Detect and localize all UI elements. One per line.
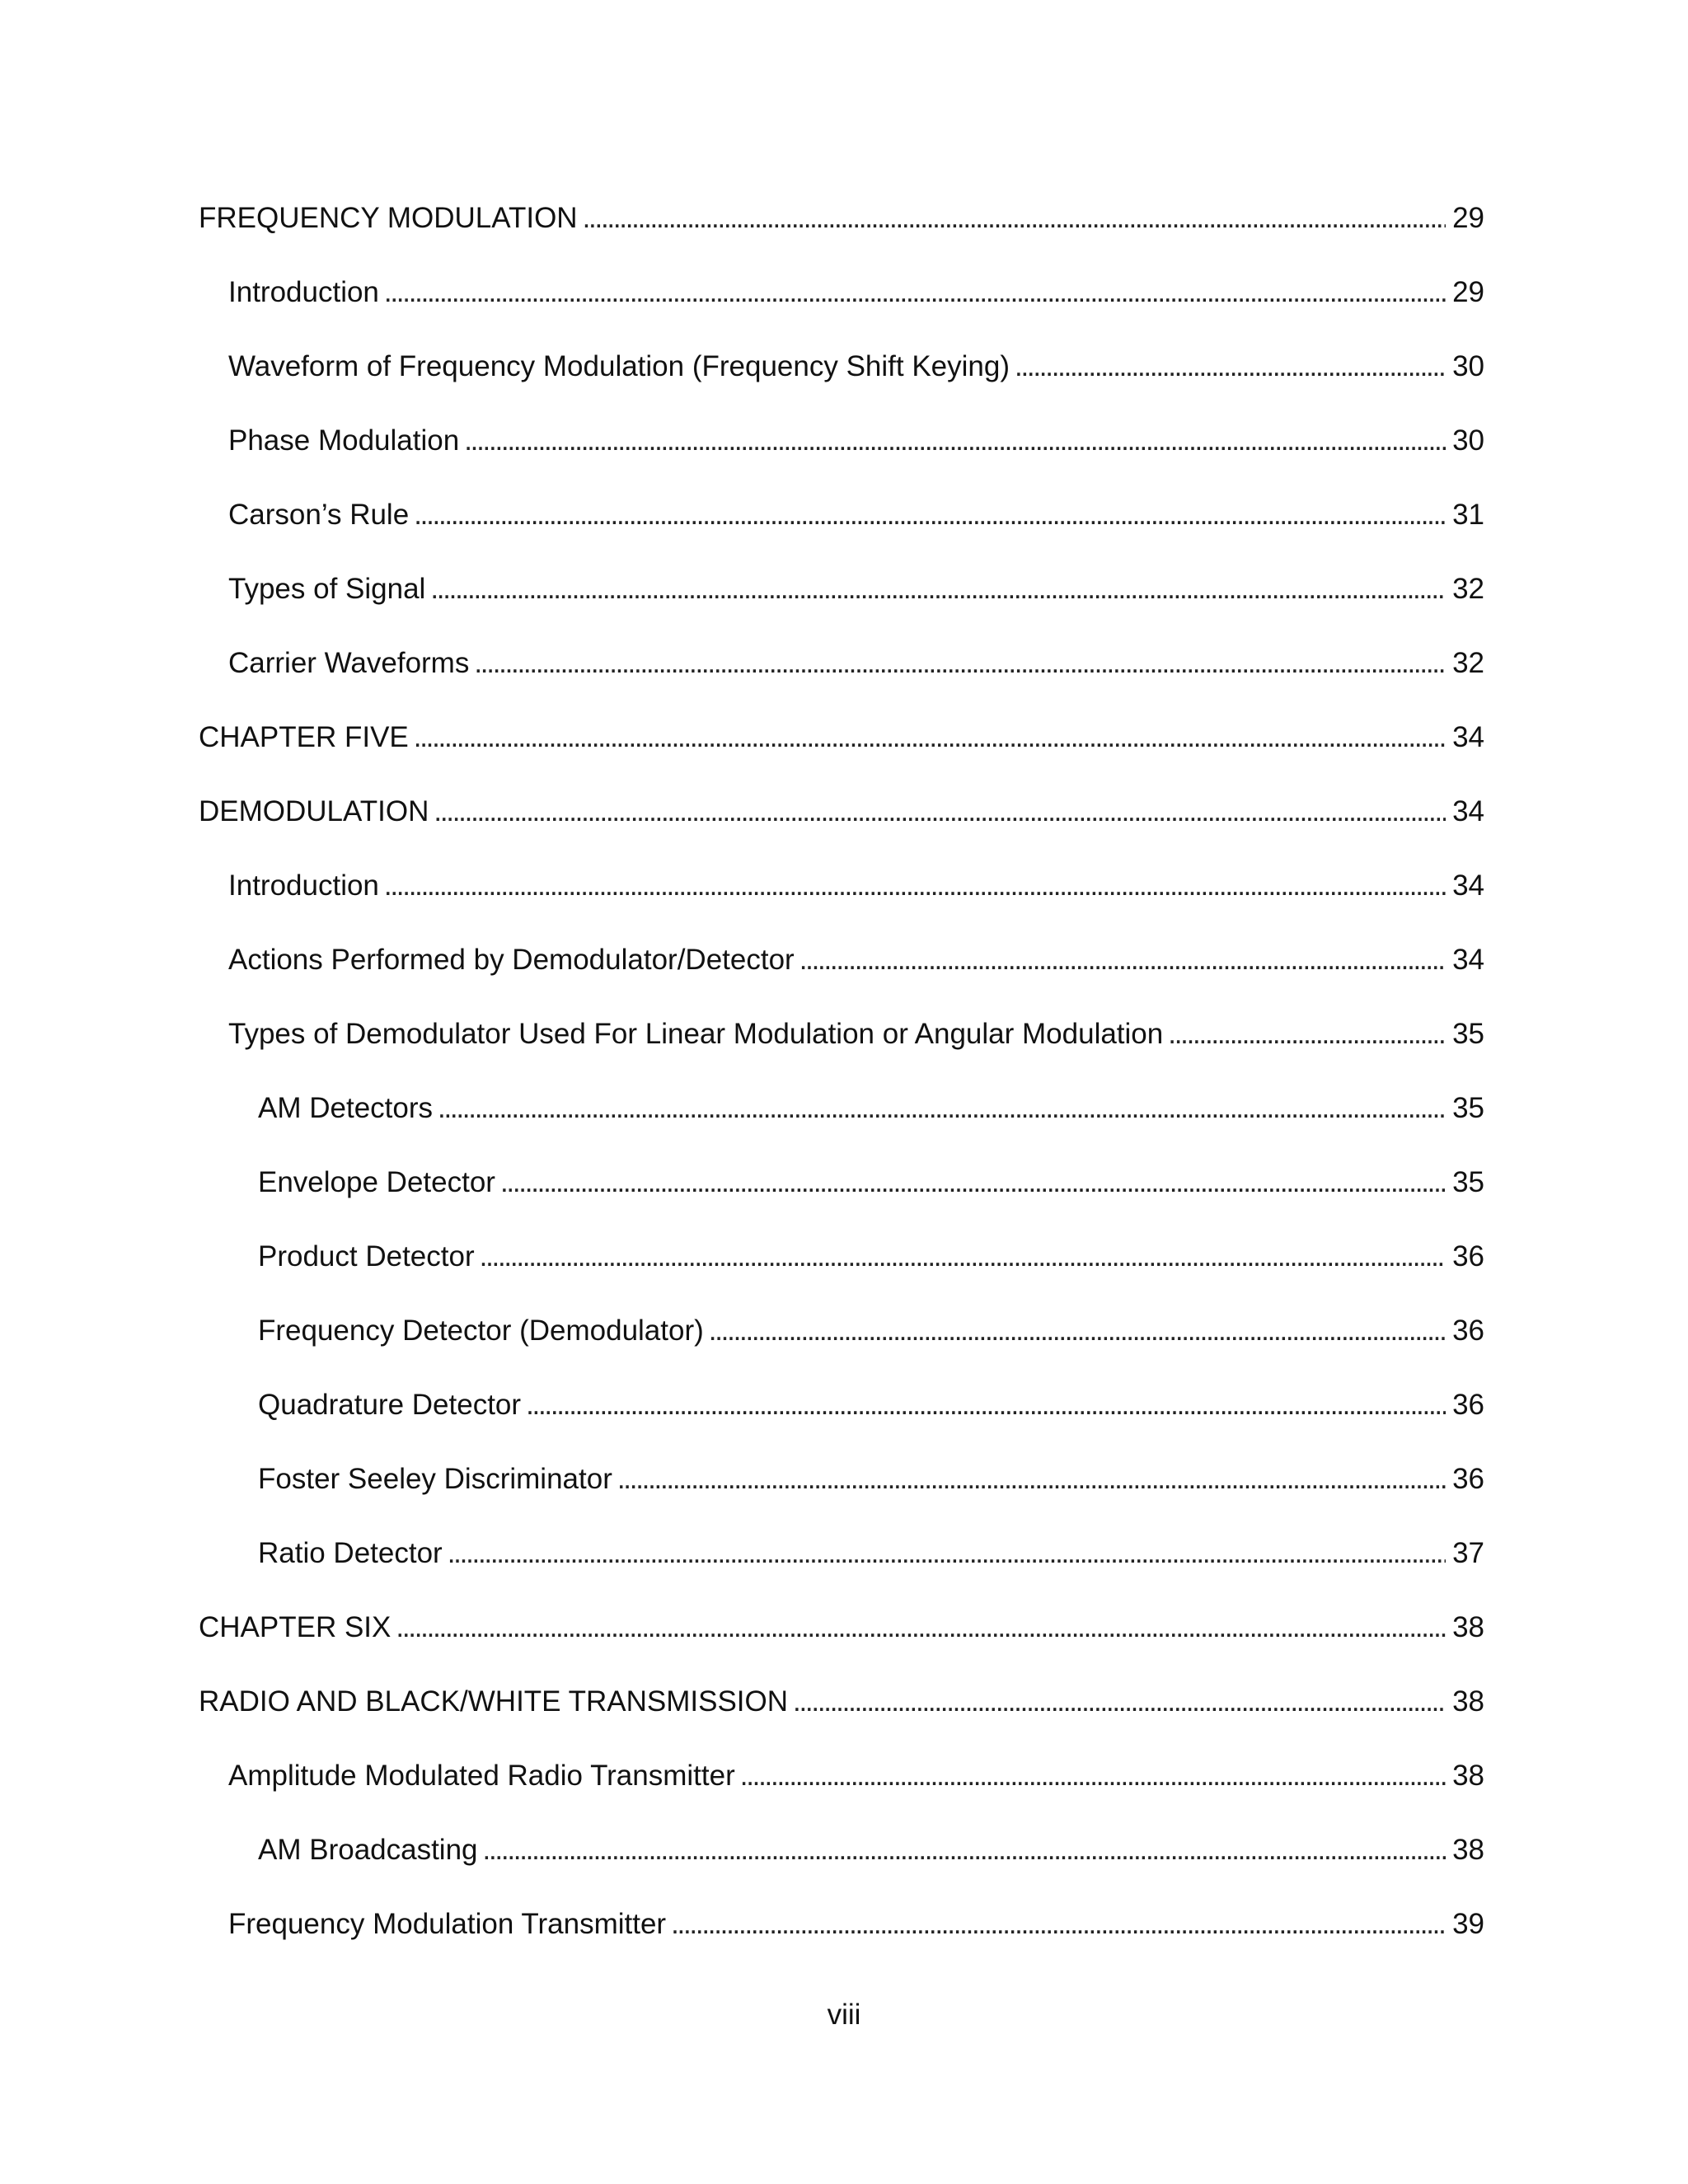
- toc-entry-title: Waveform of Frequency Modulation (Frequency Shift Keying): [228, 350, 1010, 382]
- toc-entry-page-number: 34: [1452, 944, 1484, 976]
- toc-entry[interactable]: [199, 1755, 1484, 1830]
- toc-entry-page-number: 35: [1452, 1018, 1484, 1050]
- dot-leader: [526, 1385, 1446, 1426]
- toc-entry-page-number: 35: [1452, 1166, 1484, 1198]
- toc-entry-page-number: 30: [1452, 424, 1484, 457]
- table-of-contents: [199, 198, 1484, 1978]
- toc-entry[interactable]: [199, 1607, 1484, 1681]
- toc-entry-page-number: 31: [1452, 499, 1484, 531]
- toc-entry-page-number: 32: [1452, 573, 1484, 605]
- toc-entry[interactable]: [199, 272, 1484, 346]
- dot-leader: [474, 643, 1446, 684]
- dot-leader: [464, 420, 1446, 462]
- toc-entry-title: Frequency Modulation Transmitter: [228, 1908, 667, 1940]
- toc-entry-title: Carson’s Rule: [228, 499, 410, 531]
- toc-entry[interactable]: [199, 1014, 1484, 1088]
- toc-entry-title: Types of Signal: [228, 573, 426, 605]
- toc-entry[interactable]: [199, 940, 1484, 1014]
- toc-entry-page-number: 29: [1452, 202, 1484, 234]
- toc-entry-title: Foster Seeley Discriminator: [258, 1463, 612, 1495]
- toc-entry-title: Quadrature Detector: [258, 1389, 522, 1421]
- toc-entry-title: CHAPTER SIX: [199, 1611, 392, 1643]
- dot-leader: [396, 1607, 1446, 1648]
- toc-entry[interactable]: [199, 1310, 1484, 1385]
- dot-leader: [438, 1088, 1446, 1129]
- toc-entry[interactable]: [199, 643, 1484, 717]
- toc-entry-title: Types of Demodulator Used For Linear Modulation or Angular Modulation: [228, 1018, 1164, 1050]
- dot-leader: [384, 272, 1446, 313]
- toc-entry-title: Carrier Waveforms: [228, 647, 470, 679]
- toc-entry[interactable]: [199, 198, 1484, 272]
- toc-entry-page-number: 36: [1452, 1389, 1484, 1421]
- dot-leader: [1168, 1014, 1446, 1055]
- dot-leader: [500, 1162, 1446, 1203]
- toc-entry[interactable]: [199, 1162, 1484, 1236]
- toc-entry-title: RADIO AND BLACK/WHITE TRANSMISSION: [199, 1685, 789, 1718]
- toc-entry-page-number: 38: [1452, 1760, 1484, 1792]
- toc-entry-title: Amplitude Modulated Radio Transmitter: [228, 1760, 735, 1792]
- dot-leader: [434, 791, 1446, 832]
- dot-leader: [480, 1236, 1446, 1277]
- toc-entry-page-number: 38: [1452, 1611, 1484, 1643]
- toc-entry[interactable]: [199, 717, 1484, 791]
- toc-entry[interactable]: [199, 1088, 1484, 1162]
- toc-entry-title: Frequency Detector (Demodulator): [258, 1315, 704, 1347]
- toc-entry[interactable]: [199, 1830, 1484, 1904]
- dot-leader: [799, 940, 1446, 981]
- toc-entry-page-number: 39: [1452, 1908, 1484, 1940]
- toc-entry-title: AM Detectors: [258, 1092, 433, 1124]
- toc-entry-page-number: 32: [1452, 647, 1484, 679]
- toc-entry-title: Actions Performed by Demodulator/Detector: [228, 944, 795, 976]
- toc-entry[interactable]: [199, 346, 1484, 420]
- dot-leader: [793, 1681, 1446, 1722]
- dot-leader: [740, 1755, 1446, 1797]
- toc-entry[interactable]: [199, 1533, 1484, 1607]
- toc-entry-page-number: 34: [1452, 869, 1484, 902]
- toc-entry[interactable]: [199, 865, 1484, 940]
- toc-entry[interactable]: [199, 569, 1484, 643]
- toc-entry-page-number: 34: [1452, 795, 1484, 827]
- toc-entry[interactable]: [199, 494, 1484, 569]
- dot-leader: [483, 1830, 1447, 1871]
- toc-entry-page-number: 36: [1452, 1463, 1484, 1495]
- toc-entry-title: Phase Modulation: [228, 424, 460, 457]
- toc-entry[interactable]: [199, 1236, 1484, 1310]
- dot-leader: [414, 717, 1446, 758]
- dot-leader: [617, 1459, 1446, 1500]
- toc-entry-page-number: 34: [1452, 721, 1484, 753]
- toc-entry[interactable]: [199, 791, 1484, 865]
- toc-entry[interactable]: [199, 1681, 1484, 1755]
- toc-entry-page-number: 36: [1452, 1315, 1484, 1347]
- toc-entry-title: AM Broadcasting: [258, 1834, 478, 1866]
- dot-leader: [430, 569, 1446, 610]
- toc-entry-page-number: 30: [1452, 350, 1484, 382]
- toc-entry-title: Introduction: [228, 276, 379, 308]
- toc-entry-page-number: 37: [1452, 1537, 1484, 1569]
- toc-entry[interactable]: [199, 1459, 1484, 1533]
- toc-entry-page-number: 29: [1452, 276, 1484, 308]
- toc-entry[interactable]: [199, 420, 1484, 494]
- toc-entry-title: Introduction: [228, 869, 379, 902]
- toc-entry-title: FREQUENCY MODULATION: [199, 202, 578, 234]
- toc-entry-title: Ratio Detector: [258, 1537, 443, 1569]
- dot-leader: [709, 1310, 1446, 1352]
- dot-leader: [384, 865, 1446, 907]
- page-number: viii: [827, 1999, 861, 2031]
- toc-entry-title: CHAPTER FIVE: [199, 721, 409, 753]
- toc-entry[interactable]: [199, 1385, 1484, 1459]
- dot-leader: [671, 1904, 1446, 1945]
- toc-entry-page-number: 36: [1452, 1240, 1484, 1272]
- dot-leader: [448, 1533, 1446, 1574]
- dot-leader: [414, 494, 1446, 536]
- dot-leader: [1015, 346, 1446, 387]
- toc-entry-page-number: 35: [1452, 1092, 1484, 1124]
- toc-entry-title: Envelope Detector: [258, 1166, 495, 1198]
- dot-leader: [583, 198, 1446, 239]
- toc-entry-title: DEMODULATION: [199, 795, 429, 827]
- toc-entry-page-number: 38: [1452, 1685, 1484, 1718]
- toc-entry[interactable]: [199, 1904, 1484, 1978]
- toc-entry-page-number: 38: [1452, 1834, 1484, 1866]
- toc-entry-title: Product Detector: [258, 1240, 475, 1272]
